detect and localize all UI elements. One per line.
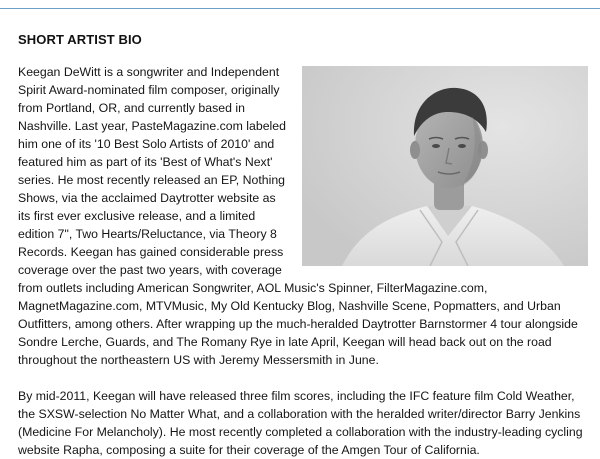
bio-body (18, 63, 588, 459)
bio-paragraph-1: Keegan DeWitt is a songwriter and Independent Spirit Award-nominated film composer, originally from Portland, OR, and currently based in Nashville. Last year, PasteMagazine.com labeled him one of its '10 Best Solo Artists of 2010' and featured him as part of its 'Best of What's Next' series. He most recently released an EP, Nothing Shows, via the acclaimed Daytrotter website as its first ever exclusive release, and a limited edition 7", Two Hearts/Reluctance, via Theory 8 Records. Keegan has gained considerable press coverage over the past two years, with coverage from outlets including American Songwriter, AOL Music's Spinner, FilterMagazine.com, MagnetMagazine.com, MTVMusic, My Old Kentucky Blog, Nashville Scene, Popmatters, and Urban Outfitters, among others. After wrapping up the much-heralded Daytrotter Barnstormer 4 tour alongside Sondre Lerche, Guards, and The Romany Rye in late April, Keegan will head back out on the road throughout the northeastern US with Jeremy Messersmith in June. (18, 65, 578, 367)
bio-paragraph-2: By mid-2011, Keegan will have released three film scores, including the IFC feature film Cold Weather, the SXSW-selection No Matter What, and a collaboration with the heralded writer/director Barry Jenkins (Medicine For Melancholy). He most recently completed a collaboration with the industry-leading cycling website Rapha, composing a suite for their coverage of the Amgen Tour of California. (18, 389, 583, 457)
top-divider (0, 8, 600, 9)
section-heading: SHORT ARTIST BIO (18, 32, 142, 47)
artist-portrait-image (302, 66, 588, 266)
artist-photo (302, 66, 588, 266)
